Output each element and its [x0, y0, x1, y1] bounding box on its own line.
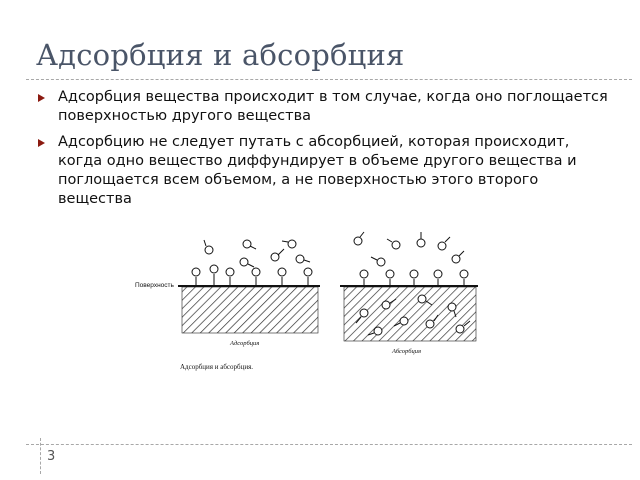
- title-divider: [26, 79, 632, 80]
- bullet-arrow-icon: [38, 94, 45, 102]
- adsorbed-molecules: [192, 265, 312, 286]
- bullet-item: [36, 88, 616, 126]
- free-molecules-right: [354, 232, 464, 266]
- slide-title: Адсорбция и абсорбция: [36, 38, 405, 72]
- bullet-text: Адсорбцию не следует путать с абсорбцией, которая происходит, когда одно вещество диффундирует в объеме другого вещества и поглощается всем объемом, а не поверхностью этого второго вещества: [58, 134, 577, 207]
- surface-label: Поверхность: [135, 282, 174, 289]
- free-molecules-left: [204, 240, 310, 267]
- bullet-item: [36, 133, 616, 209]
- slide-number: 3: [47, 449, 56, 464]
- footer-vertical-rule: [40, 438, 41, 474]
- bullet-list: [36, 88, 616, 216]
- adsorption-caption: Адсорбция: [230, 340, 260, 347]
- bullet-text: Адсорбция вещества происходит в том случае, когда оно поглощается поверхностью другого вещества: [58, 89, 608, 124]
- absorption-caption: Абсорбция: [392, 348, 422, 355]
- adsorption-absorption-figure: [134, 229, 488, 376]
- bullet-arrow-icon: [38, 139, 45, 147]
- adsorbent-block-left: [182, 287, 318, 333]
- figure-caption: Адсорбция и абсорбция.: [180, 363, 254, 371]
- figure-svg: [134, 229, 488, 376]
- surface-molecules-right: [360, 270, 468, 286]
- footer-divider: [26, 444, 632, 445]
